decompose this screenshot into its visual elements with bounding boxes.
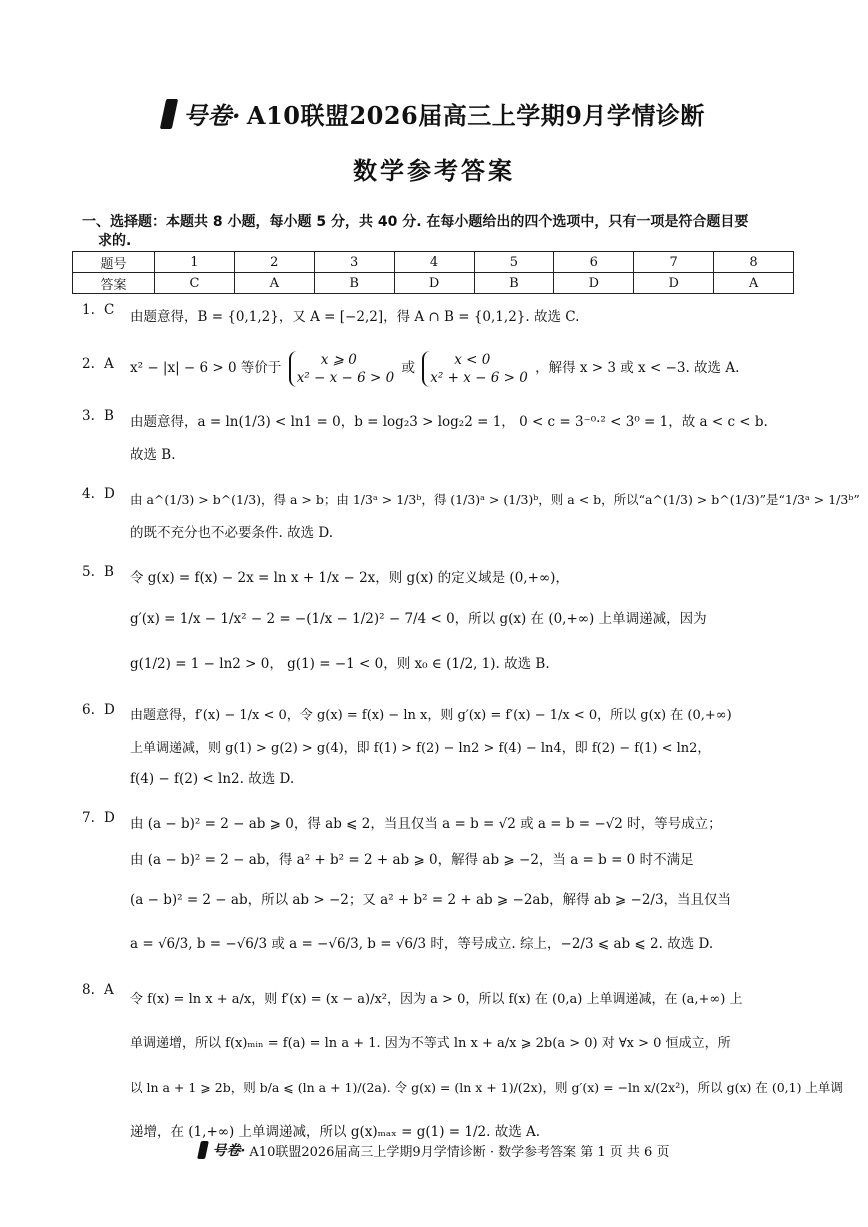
solution-text: 或 [401,360,415,376]
answer-table-row-numbers [73,252,794,273]
solution-number: 2. [82,356,95,372]
solution-8 [82,978,843,1154]
brand-logo-icon [160,99,178,129]
solution-line: 单调递增，所以 f(x)ₘᵢₙ = f(a) = ln a + 1. 因为不等式 ln x + a/x ⩾ 2b(a > 0) 对 ∀x > 0 恒成立，所 [130,1036,731,1051]
solution-choice: D [104,486,115,502]
solution-number: 8. [82,982,95,998]
solution-number: 1. [82,302,95,318]
answer-table-cell: 3 [314,252,394,273]
solution-text: x² − |x| − 6 > 0 等价于 [130,360,282,376]
solution-line: 由 (a − b)² = 2 − ab ⩾ 0，得 ab ⩽ 2，当且仅当 a = b = √2 或 a = b = −√2 时，等号成立； [130,816,722,832]
solution-5 [82,560,792,686]
solution-4 [82,482,860,548]
solution-line: 以 ln a + 1 ⩾ 2b，则 b/a ⩽ (ln a + 1)/(2a). 令 g(x) = (ln x + 1)/(2x)，则 g′(x) = −ln x/(2x²)，所以 g(x) 在 (0,1) 上单调 [130,1080,843,1095]
header [0,96,868,186]
footer-text: A10联盟2026届高三上学期9月学情诊断 · 数学参考答案 第 1 页 共 6 页 [249,1144,670,1160]
solutions-list [82,302,860,1166]
system-row: x < 0 [454,351,491,368]
section-heading-line1: 一、选择题：本题共 8 小题，每小题 5 分，共 40 分. 在每小题给出的四个选项中，只有一项是符合题目要 [82,214,749,230]
answer-table-cell: 7 [634,252,714,273]
system-row: x ⩾ 0 [320,351,357,368]
page-footer [0,1140,868,1160]
solution-7 [82,806,792,966]
solution-line: f(4) − f(2) < ln2. 故选 D. [130,771,295,787]
answer-table-cell: 6 [554,252,634,273]
answer-table-header: 题号 [73,252,155,273]
answer-table-cell: 4 [394,252,474,273]
solution-number: 7. [82,810,95,826]
solution-number: 3. [82,408,95,424]
solution-line: 由 a^(1/3) > b^(1/3)，得 a > b；由 1/3ᵃ > 1/3ᵇ，得 (1/3)ᵃ > (1/3)ᵇ，则 a < b，所以“a^(1/3) > b^(1/3)”是“1/3ᵃ > 1/3ᵇ” [130,492,860,507]
solution-line: 由题意得，B = {0,1,2}，又 A = [−2,2]，得 A ∩ B = {0,1,2}. 故选 C. [130,309,580,325]
inequality-system [289,351,395,387]
footer-logo-text: 号卷· [212,1143,246,1159]
solution-line: a = √6/3, b = −√6/3 或 a = −√6/3, b = √6/3 时，等号成立. 综上，−2/3 ⩽ ab ⩽ 2. 故选 D. [130,936,714,952]
solution-number: 6. [82,702,95,718]
solution-line: (a − b)² = 2 − ab，所以 ab > −2；又 a² + b² = 2 + ab ⩾ −2ab，解得 ab ⩾ −2/3，当且仅当 [130,892,732,908]
solution-number: 5. [82,564,95,580]
answer-table-cell: D [634,273,714,294]
solution-choice: C [104,302,115,318]
solution-2 [82,344,792,392]
answer-table-cell: D [554,273,634,294]
solution-3 [82,404,792,470]
page-title [163,96,705,131]
solution-line: 上单调递减，则 g(1) > g(2) > g(4)，即 f(1) > f(2) − ln2 > f(4) − ln4，即 f(2) − f(1) < ln2， [130,741,711,756]
solution-choice: B [104,408,114,424]
footer-logo-icon [197,1141,209,1159]
answer-table-cell: 1 [155,252,235,273]
answer-table-cell: B [474,273,554,294]
answer-table-cell: 8 [714,252,794,273]
brand-logo-text: 号卷· [183,101,241,130]
solution-1 [82,302,792,332]
solution-6 [82,698,792,794]
answer-table [72,251,794,294]
solution-line: g(1/2) = 1 − ln2 > 0， g(1) = −1 < 0，则 x₀ ∈ (1/2, 1). 故选 B. [130,656,550,672]
solution-choice: D [104,810,115,826]
inequality-system [422,351,528,387]
solution-line: 令 g(x) = f(x) − 2x = ln x + 1/x − 2x，则 g(x) 的定义域是 (0,+∞)， [130,570,569,586]
solution-line: 的既不充分也不必要条件. 故选 D. [130,525,334,541]
solution-line: 递增，在 (1,+∞) 上单调递减，所以 g(x)ₘₐₓ = g(1) = 1/2. 故选 A. [130,1124,541,1140]
solution-choice: A [104,982,114,998]
solution-line: g′(x) = 1/x − 1/x² − 2 = −(1/x − 1/2)² − 7/4 < 0，所以 g(x) 在 (0,+∞) 上单调递减，因为 [130,611,707,627]
answer-table-cell: B [314,273,394,294]
answer-table-cell: D [394,273,474,294]
answer-table-header: 答案 [73,273,155,294]
solution-choice: A [104,356,114,372]
title-text: A10联盟2026届高三上学期9月学情诊断 [246,101,705,130]
solution-choice: D [104,702,115,718]
solution-text: ，解得 x > 3 或 x < −3. 故选 A. [535,360,740,376]
answer-table-cell: 5 [474,252,554,273]
solution-line [130,344,792,392]
solution-number: 4. [82,486,95,502]
system-row: x² − x − 6 > 0 [296,369,395,386]
answer-table-row-answers [73,273,794,294]
answer-table-cell: 2 [234,252,314,273]
answer-table-cell: C [155,273,235,294]
solution-line: 令 f(x) = ln x + a/x，则 f′(x) = (x − a)/x²，因为 a > 0，所以 f(x) 在 (0,a) 上单调递减，在 (a,+∞) 上 [130,992,743,1007]
solution-line: 由题意得，a = ln(1/3) < ln1 = 0，b = log₂3 > log₂2 = 1， 0 < c = 3⁻⁰·² < 3⁰ = 1，故 a < c < b. [130,414,768,430]
page-subtitle: 数学参考答案 [353,155,515,185]
section-heading [82,213,792,251]
solution-line: 由 (a − b)² = 2 − ab，得 a² + b² = 2 + ab ⩾ 0，解得 ab ⩾ −2，当 a = b = 0 时不满足 [130,852,694,868]
system-row: x² + x − 6 > 0 [430,369,528,386]
solution-line: 由题意得，f′(x) − 1/x < 0，令 g(x) = f(x) − ln x，则 g′(x) = f′(x) − 1/x < 0，所以 g(x) 在 (0,+∞) [130,708,732,723]
solution-line: 故选 B. [130,447,176,463]
answer-table-cell: A [714,273,794,294]
section-heading-line2: 求的. [98,233,132,249]
answer-table-cell: A [234,273,314,294]
solution-choice: B [104,564,114,580]
